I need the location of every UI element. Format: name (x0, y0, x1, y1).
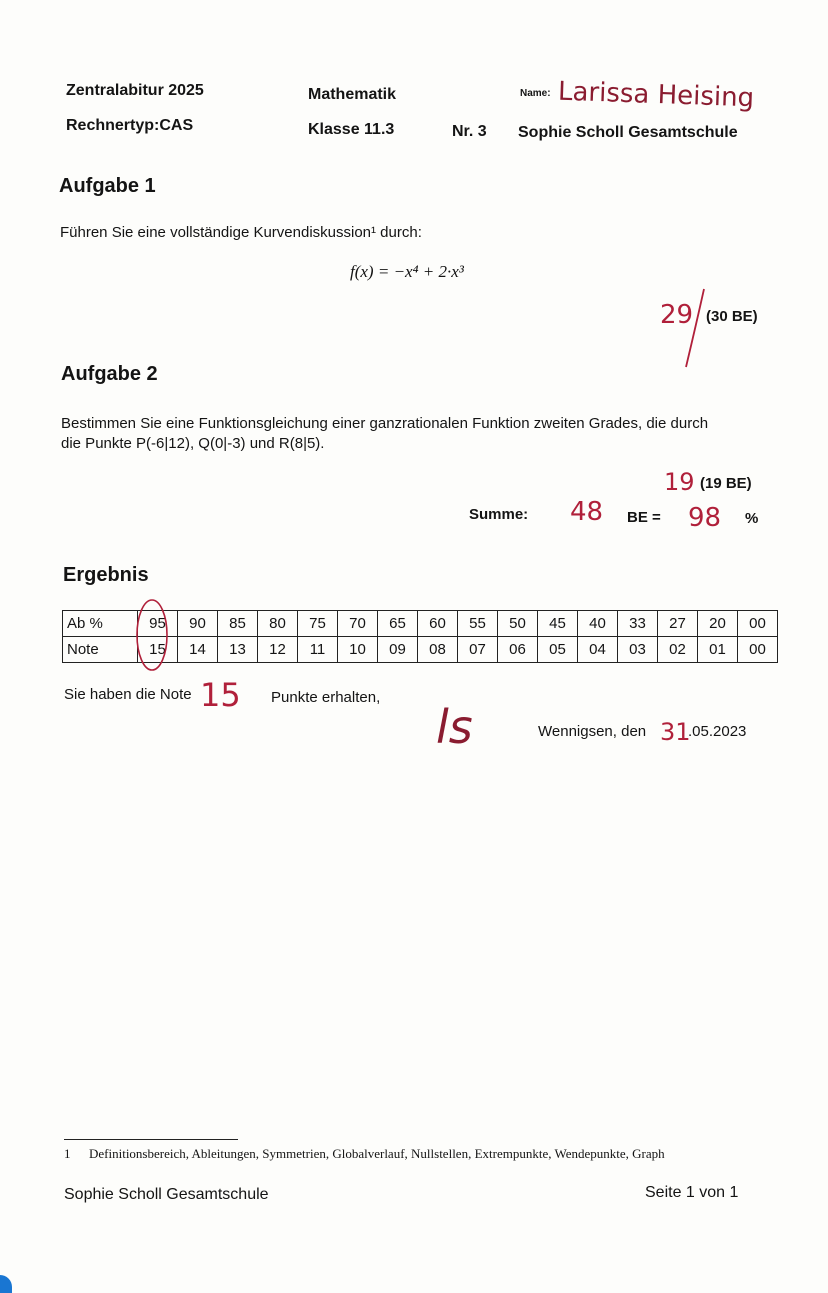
note-cell: 13 (218, 637, 258, 663)
percent-cell: 27 (658, 611, 698, 637)
percent-cell: 20 (698, 611, 738, 637)
percent-cell: 33 (618, 611, 658, 637)
note-cell: 04 (578, 637, 618, 663)
exam-number: Nr. 3 (452, 123, 487, 140)
task2-title: Aufgabe 2 (61, 363, 158, 385)
result-title: Ergebnis (63, 564, 149, 586)
sum-label: Summe: (469, 506, 529, 523)
percent-cell: 95 (138, 611, 178, 637)
note-cell: 06 (498, 637, 538, 663)
be-label: BE = (627, 509, 661, 526)
footer-school: Sophie Scholl Gesamtschule (64, 1186, 269, 1203)
date-rest: .05.2023 (688, 723, 747, 740)
note-cell: 11 (298, 637, 338, 663)
signature: ls (436, 700, 473, 754)
percent-cell: 85 (218, 611, 258, 637)
row1-label: Ab % (63, 611, 138, 637)
task1-max-points: (30 BE) (706, 308, 758, 325)
percent-cell: 80 (258, 611, 298, 637)
percent-cell: 65 (378, 611, 418, 637)
task1-title: Aufgabe 1 (59, 175, 156, 197)
student-name: Larissa Heising (557, 76, 755, 114)
percent-cell: 55 (458, 611, 498, 637)
note-cell: 03 (618, 637, 658, 663)
note-cell: 10 (338, 637, 378, 663)
date-day: 31 (660, 718, 691, 746)
slash-mark (680, 285, 710, 375)
name-label: Name: (520, 88, 551, 99)
task2-score: 19 (664, 468, 695, 496)
sum-value: 48 (570, 497, 604, 527)
place-date-prefix: Wennigsen, den (538, 723, 647, 740)
task2-max-points: (19 BE) (700, 475, 752, 492)
task2-line2: die Punkte P(-6|12), Q(0|-3) und R(8|5). (61, 435, 325, 452)
percent-cell: 70 (338, 611, 378, 637)
footnote-number: 1 (64, 1146, 71, 1161)
percent-cell: 90 (178, 611, 218, 637)
grade-handwritten: 15 (200, 676, 241, 714)
grade-circle-mark (132, 596, 172, 674)
school-name: Sophie Scholl Gesamtschule (518, 124, 738, 141)
corner-mark (0, 1275, 12, 1293)
task2-line1: Bestimmen Sie eine Funktionsgleichung einer ganzrationalen Funktion zweiten Grades, die durch (61, 415, 709, 432)
percent-cell: 75 (298, 611, 338, 637)
row2-label: Note (63, 637, 138, 663)
percent-cell: 60 (418, 611, 458, 637)
footer-page: Seite 1 von 1 (645, 1184, 739, 1201)
percent-cell: 50 (498, 611, 538, 637)
percent-sign: % (745, 510, 759, 527)
footnote-divider (64, 1139, 238, 1140)
percent-cell: 00 (738, 611, 778, 637)
note-cell: 07 (458, 637, 498, 663)
note-cell: 08 (418, 637, 458, 663)
note-cell: 12 (258, 637, 298, 663)
class: Klasse 11.3 (308, 121, 395, 138)
note-cell: 02 (658, 637, 698, 663)
exam-title: Zentralabitur 2025 (66, 82, 204, 99)
note-cell: 15 (138, 637, 178, 663)
subject: Mathematik (308, 86, 397, 103)
task1-formula: f(x) = −x⁴ + 2·x³ (350, 262, 464, 281)
note-cell: 05 (538, 637, 578, 663)
percent-cell: 45 (538, 611, 578, 637)
grade-sentence-start: Sie haben die Note (64, 686, 192, 703)
note-cell: 00 (738, 637, 778, 663)
task1-instruction: Führen Sie eine vollständige Kurvendiskussion¹ durch: (60, 224, 422, 241)
footnote-text: Definitionsbereich, Ableitungen, Symmetrien, Globalverlauf, Nullstellen, Extrempunkte, Wendepunkte, Graph (89, 1146, 665, 1161)
note-cell: 09 (378, 637, 418, 663)
calculator-type: Rechnertyp:CAS (66, 117, 194, 134)
percent-cell: 40 (578, 611, 618, 637)
note-cell: 01 (698, 637, 738, 663)
note-cell: 14 (178, 637, 218, 663)
percent-value: 98 (688, 503, 722, 533)
grade-sentence-end: Punkte erhalten, (271, 689, 381, 706)
task1-score: 29 (660, 300, 694, 330)
